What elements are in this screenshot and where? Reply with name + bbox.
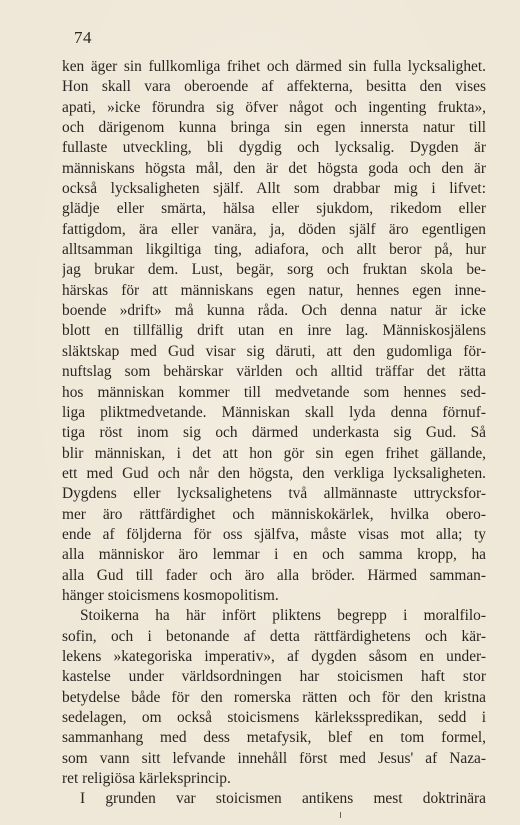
text-line: härskas för att människans egen natur, hennes egen inne- [62,281,486,299]
text-line: hänger stoicismens kosmopolitism. [62,586,279,604]
text-line: boende »drift» må kunna råda. Och denna natur är icke [62,302,486,320]
text-line: kastelse under världsordningen har stoicismen haft stor [62,668,486,686]
text-line: ret religiösa kärleksprincip. [62,770,231,788]
text-line: nuftslag som behärskar världen och alltid träffar det rätta [62,363,486,381]
text-line: Dygdens eller lycksalighetens två allmännaste uttrycksfor- [62,485,486,503]
text-line: Stoikerna ha här infört pliktens begrepp i moralfilo- [80,607,486,625]
text-line: lekens »kategoriska imperativ», af dygden såsom en under- [62,647,486,665]
text-line: ken äger sin fullkomliga frihet och därmed sin fulla lycksalighet. [62,58,486,75]
text-line: ende af följderna för oss själfva, måste visas mot alla; ty [62,525,486,543]
text-line: apati, »icke förundra sig öfver något och ingenting frukta», [62,98,486,116]
text-line: blir människan, i det att hon gör sin egen frihet gällande, [62,444,486,462]
text-line: alla Gud till fader och äro alla bröder. Härmed samman- [62,566,486,584]
text-line: som vann sitt lefvande innehåll först med Jesus' af Naza- [62,749,486,767]
text-line: tiga röst inom sig och därmed underkasta sig Gud. Så [62,424,486,442]
page-number: 74 [74,28,92,47]
text-line: glädje eller smärta, hälsa eller sjukdom, rikedom eller [62,200,486,218]
text-line: alla människor äro lemmar i en och samma kropp, ha [62,546,486,564]
text-line: jag brukar dem. Lust, begär, sorg och fruktan skola be- [62,261,486,279]
text-line: I grunden var stoicismen antikens mest doktrinära [80,790,486,808]
text-line: sedelagen, om också stoicismens kärleksspredikan, sedd i [62,709,486,726]
text-line: fattigdom, ära eller vanära, ja, döden själf äro egentligen [62,220,486,238]
text-line: blott en tillfällig drift utan en inre lag. Människosjälens [62,322,486,340]
text-line: och därigenom kunna bringa sin egen innersta natur till [62,119,486,137]
print-mark [340,812,341,818]
text-line: släktskap med Gud visar sig däruti, att den gudomliga för- [62,342,486,360]
body-text [62,57,486,810]
text-line: sofin, och i betonande af detta rättfärdighetens och kär- [62,627,486,645]
text-line: också lycksaligheten själf. Allt som drabbar mig i lifvet: [62,180,486,198]
text-line: fullaste utveckling, bli dygdig och lycksalig. Dygden är [62,139,486,157]
text-line: Hon skall vara oberoende af affekterna, besitta den vises [62,78,486,96]
text-line: hos människan kommer till medvetande som hennes sed- [62,383,486,401]
text-line: liga pliktmedvetande. Människan skall lyda denna förnuf- [62,403,486,421]
text-line: människans högsta mål, den är det högsta goda och den är [62,159,486,177]
text-line: ett med Gud och når den högsta, den verkliga lycksaligheten. [62,464,486,482]
text-line: mer äro rättfärdighet och människokärlek, hvilka obero- [62,505,486,523]
text-line: alltsamman likgiltiga ting, adiafora, och allt beror på, hur [62,241,486,259]
text-line: betydelse både för den romerska rätten och för den kristna [62,688,486,706]
text-line: sammanhang med dess metafysik, blef en tom formel, [62,729,486,747]
